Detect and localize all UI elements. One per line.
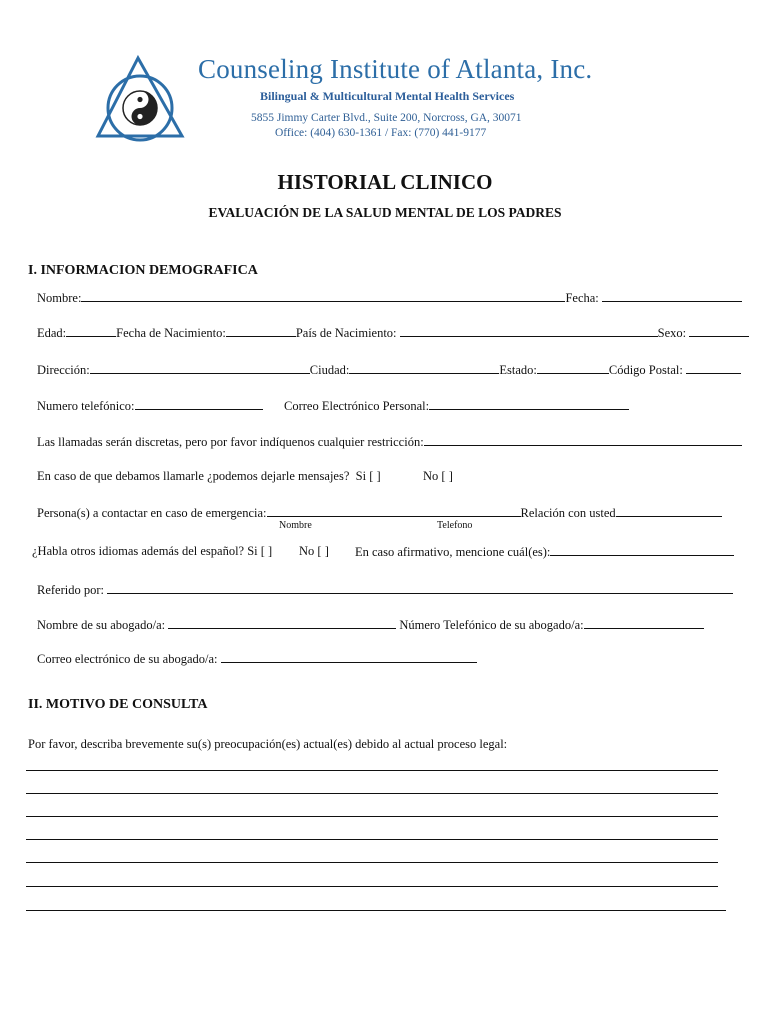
checkbox-mensajes-si[interactable]: Si [ ] xyxy=(355,469,381,483)
label-sexo: Sexo: xyxy=(657,326,687,340)
abogado-correo-field[interactable] xyxy=(221,651,477,663)
row-edad xyxy=(37,325,749,341)
label-abogado-nombre: Nombre de su abogado/a: xyxy=(37,618,166,632)
motivo-line[interactable] xyxy=(26,886,718,887)
label-fecha-nacimiento: Fecha de Nacimiento: xyxy=(116,326,226,340)
row-abogado xyxy=(37,617,704,633)
label-abogado-correo: Correo electrónico de su abogado/a: xyxy=(37,652,218,666)
motivo-line[interactable] xyxy=(26,770,718,771)
label-referido: Referido por: xyxy=(37,583,104,597)
page-subtitle: EVALUACIÓN DE LA SALUD MENTAL DE LOS PADRES xyxy=(208,205,562,220)
label-pais: País de Nacimiento: xyxy=(295,326,397,340)
codigo-postal-field[interactable] xyxy=(686,362,741,374)
row-abogado-correo xyxy=(37,651,477,667)
checkbox-idiomas-no[interactable]: No [ ] xyxy=(299,544,329,558)
sublabel-nombre: Nombre xyxy=(279,520,312,531)
label-abogado-tel: Número Telefónico de su abogado/a: xyxy=(399,618,584,632)
direccion-field[interactable] xyxy=(90,362,310,374)
row-telefono xyxy=(37,398,263,414)
label-llamadas: Las llamadas serán discretas, pero por favor indíquenos cualquier restricción: xyxy=(37,435,424,449)
motivo-line[interactable] xyxy=(26,910,726,911)
sublabel-telefono: Telefono xyxy=(437,520,473,531)
org-phones: Office: (404) 630-1361 / Fax: (770) 441-9177 xyxy=(275,127,487,139)
row-referido xyxy=(37,582,733,598)
label-afirmativo: En caso afirmativo, mencione cuál(es): xyxy=(355,545,551,559)
telefono-field[interactable] xyxy=(135,398,263,410)
org-name: Counseling Institute of Atlanta, Inc. xyxy=(198,54,593,84)
row-nombre xyxy=(37,290,742,306)
motivo-line[interactable] xyxy=(26,839,718,840)
label-estado: Estado: xyxy=(499,363,537,377)
label-emergencia: Persona(s) a contactar en caso de emergencia: xyxy=(37,506,267,520)
motivo-prompt: Por favor, describa brevemente su(s) preocupación(es) actual(es) debido al actual proceso legal: xyxy=(28,737,508,751)
label-direccion: Dirección: xyxy=(37,363,90,377)
label-telefono: Numero telefónico: xyxy=(37,399,135,413)
checkbox-mensajes-no[interactable]: No [ ] xyxy=(423,469,453,483)
referido-field[interactable] xyxy=(107,582,733,594)
ciudad-field[interactable] xyxy=(349,362,499,374)
label-edad: Edad: xyxy=(37,326,67,340)
label-idiomas: ¿Habla otros idiomas además del español? xyxy=(32,544,245,558)
section-heading-motivo: II. MOTIVO DE CONSULTA xyxy=(28,697,208,712)
fecha-field[interactable] xyxy=(602,290,742,302)
org-address: 5855 Jimmy Carter Blvd., Suite 200, Norcross, GA, 30071 xyxy=(251,112,522,124)
restricciones-field[interactable] xyxy=(424,434,742,446)
estado-field[interactable] xyxy=(537,362,609,374)
row-correo xyxy=(284,398,629,414)
label-ciudad: Ciudad: xyxy=(309,363,350,377)
abogado-tel-field[interactable] xyxy=(584,617,704,629)
idiomas-field[interactable] xyxy=(550,544,734,556)
label-mensajes: En caso de que debamos llamarle ¿podemos dejarle mensajes? xyxy=(37,469,350,483)
motivo-line[interactable] xyxy=(26,862,718,863)
label-relacion: Relación con usted xyxy=(520,506,616,520)
relacion-field[interactable] xyxy=(616,505,722,517)
nombre-field[interactable] xyxy=(81,290,565,302)
label-nombre: Nombre: xyxy=(37,291,82,305)
correo-field[interactable] xyxy=(429,398,629,410)
sexo-field[interactable] xyxy=(689,325,749,337)
yin-yang-triangle-logo-icon xyxy=(90,52,190,147)
org-subtitle: Bilingual & Multicultural Mental Health Services xyxy=(260,89,515,103)
edad-field[interactable] xyxy=(66,325,116,337)
section-heading-demographics: I. INFORMACION DEMOGRAFICA xyxy=(28,263,258,278)
row-idiomas xyxy=(32,544,272,559)
logo xyxy=(90,52,190,147)
motivo-line[interactable] xyxy=(26,793,718,794)
emergencia-field[interactable] xyxy=(267,505,521,517)
row-direccion xyxy=(37,362,741,378)
row-mensajes xyxy=(37,469,381,484)
fecha-nacimiento-field[interactable] xyxy=(226,325,296,337)
label-correo: Correo Electrónico Personal: xyxy=(284,399,430,413)
checkbox-idiomas-si[interactable]: Si [ ] xyxy=(247,544,273,558)
row-afirmativo xyxy=(355,544,734,560)
motivo-line[interactable] xyxy=(26,816,718,817)
abogado-nombre-field[interactable] xyxy=(168,617,396,629)
row-emergencia xyxy=(37,505,722,521)
label-codigo-postal: Código Postal: xyxy=(608,363,683,377)
pais-field[interactable] xyxy=(400,325,658,337)
label-fecha: Fecha: xyxy=(565,291,599,305)
row-llamadas xyxy=(37,434,742,450)
page-title: HISTORIAL CLINICO xyxy=(277,170,493,194)
